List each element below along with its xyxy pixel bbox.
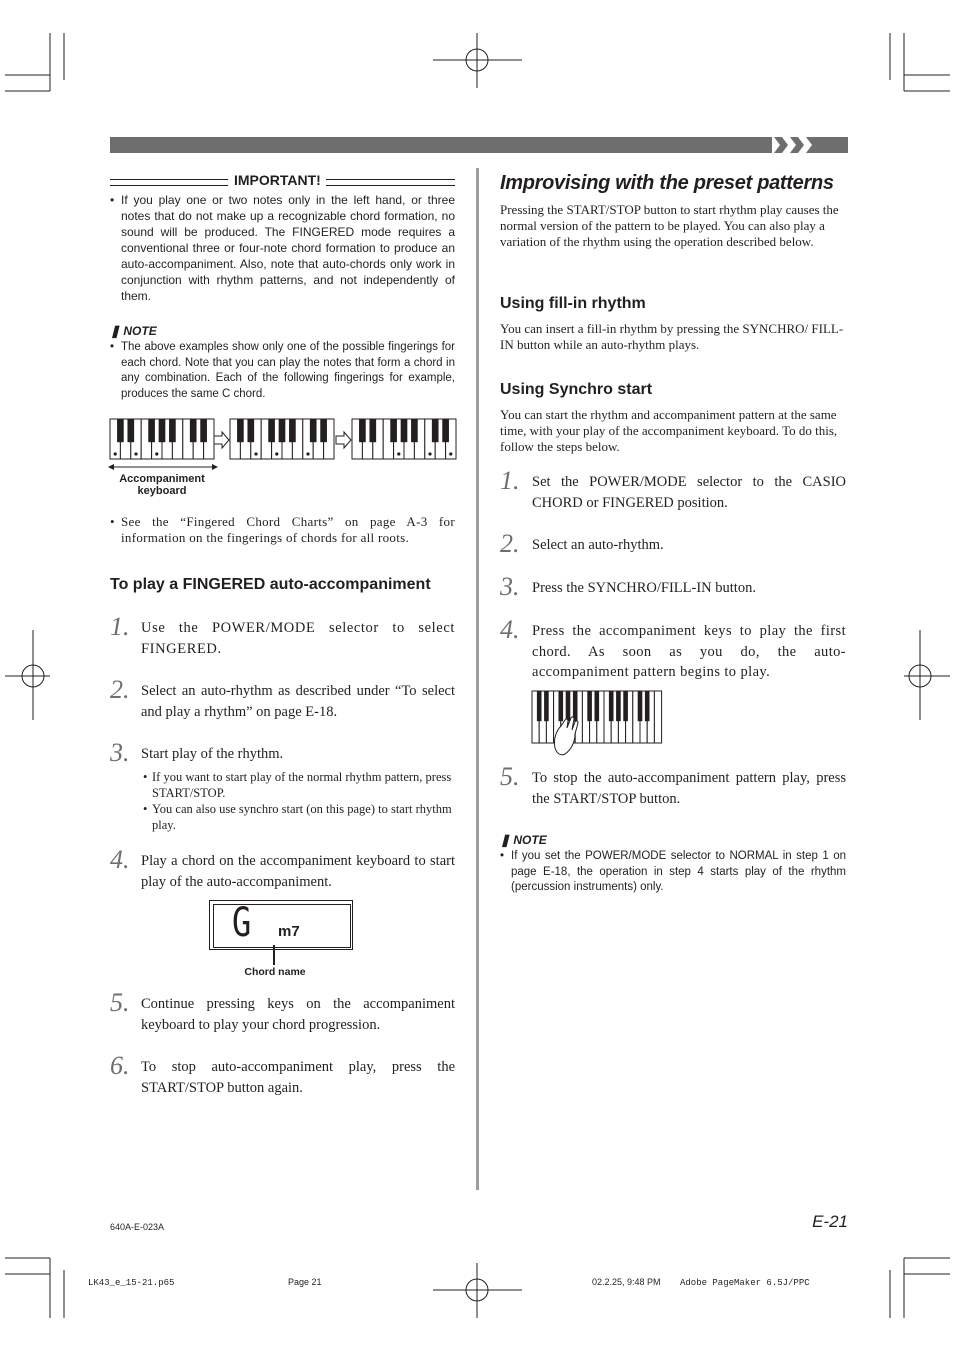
lcd-chord-type: m7 [278, 923, 300, 940]
black-key [289, 419, 296, 442]
synchro-text: You can start the rhythm and accompaniment pattern at the same time, with your play of the accompaniment keyboard. To do this, follow the steps below. [500, 407, 838, 454]
finger-dot [306, 452, 309, 455]
keyboard-fingering-1 [110, 419, 214, 459]
fill-in-heading: Using fill-in rhythm [500, 295, 646, 312]
black-key [268, 419, 275, 442]
left-step-4-text: Play a chord on the accompaniment keyboard to start play of the auto-accompaniment. [141, 853, 455, 890]
note-label: NOTE [123, 324, 157, 338]
right-step-4-text: Press the accompaniment keys to play the first chord. As soon as you do, the auto-accompaniment pattern begins to play. [532, 623, 846, 680]
black-key [645, 691, 650, 721]
keyboard-fingering-2 [230, 419, 334, 459]
black-key [117, 419, 124, 442]
footer-file: LK43_e_15-21.p65 [88, 1278, 175, 1288]
left-step-3-num: 3. [110, 738, 130, 767]
note-header [110, 322, 157, 338]
finger-dot [254, 452, 257, 455]
left-step-2-text: Select an auto-rhythm as described under “To select and play a rhythm” on page E-18. [141, 683, 455, 720]
right-note-text: If you set the POWER/MODE selector to NORMAL in step 1 on page E-18, the operation in step 4 starts play of the rhythm (percussion instruments) only. [511, 850, 846, 893]
black-key [638, 691, 643, 721]
right-step-2-text: Select an auto-rhythm. [532, 537, 664, 553]
footer-timestamp: 02.2.25, 9:48 PM [592, 1277, 661, 1287]
right-note-bullet: • If you set the POWER/MODE selector to NORMAL in step 1 on page E-18, the operation in step 4 starts play of the rhythm (percussion instruments) only. [500, 849, 846, 897]
fingered-heading: To play a FINGERED auto-accompaniment [110, 576, 431, 593]
synchro-heading: Using Synchro start [500, 381, 653, 398]
left-step-2-num: 2. [110, 675, 130, 704]
left-step-1-num: 1. [110, 612, 130, 641]
finger-dot [134, 452, 137, 455]
finger-dot [155, 452, 158, 455]
chord-name-leader [273, 945, 275, 965]
black-key [310, 419, 317, 442]
left-step-3-text: Start play of the rhythm. [141, 746, 284, 762]
black-key [623, 691, 628, 721]
black-key [190, 419, 197, 442]
black-key [558, 691, 563, 721]
important-header [110, 172, 455, 190]
right-title: Improvising with the preset patterns [500, 172, 834, 194]
black-key [544, 691, 549, 721]
right-step-5-num: 5. [500, 762, 520, 791]
black-key [587, 691, 592, 721]
black-key [247, 419, 254, 442]
lcd-chord-root: G [232, 900, 252, 946]
right-step-1-num: 1. [500, 466, 520, 495]
finger-dot [397, 452, 400, 455]
keyboard-caption-2: keyboard [137, 485, 187, 497]
right-intro: Pressing the START/STOP button to start rhythm play causes the normal version of the pattern to be played. You can also play a variation of the rhythm using the operation described below. [500, 202, 839, 249]
footer-app: Adobe PageMaker 6.5J/PPC [680, 1278, 810, 1288]
left-step-6-num: 6. [110, 1051, 130, 1080]
right-step-3-text: Press the SYNCHRO/FILL-IN button. [532, 580, 756, 596]
black-key [279, 419, 286, 442]
black-key [200, 419, 207, 442]
note-text: The above examples show only one of the possible fingerings for each chord. Note that you can play the notes that form a chord in any combination. Each of the following fingerings for example, produces the same C chord. [121, 341, 455, 400]
chord-name-caption: Chord name [244, 966, 306, 978]
black-key [159, 419, 166, 442]
right-step-4-num: 4. [500, 615, 520, 644]
keyboard-caption-1: Accompaniment [119, 473, 205, 485]
right-note-label: NOTE [513, 833, 547, 847]
keyboard-fingering-3 [352, 419, 456, 459]
important-label: IMPORTANT! [234, 172, 321, 188]
black-key [609, 691, 614, 721]
left-step-1-text: Use the POWER/MODE selector to select FINGERED. [141, 620, 455, 657]
see-bullet: • See the “Fingered Chord Charts” on page A-3 for information on the fingerings of chords for all roots. [110, 514, 455, 545]
synchro-keyboard [532, 691, 662, 743]
left-step-4-num: 4. [110, 845, 130, 874]
black-key [169, 419, 176, 442]
synchro-keyboard-illustration [531, 690, 663, 768]
black-key [148, 419, 155, 442]
black-key [573, 691, 578, 721]
left-step-5-text: Continue pressing keys on the accompaniment keyboard to play your chord progression. [141, 996, 455, 1033]
black-key [411, 419, 418, 442]
keyboard-range-arrow [108, 460, 218, 474]
right-note-marker: ❚ [500, 833, 514, 847]
right-step-2-num: 2. [500, 529, 520, 558]
finger-dot [275, 452, 278, 455]
black-key [594, 691, 599, 721]
important-bullet: • If you play one or two notes only in the left hand, or three notes that do not make up a recognizable chord formation, no sound will be produced. The FINGERED mode requires a conventional three or four-note chord formation to produce an auto-accompaniment. Also, note that auto-chords only work in conjunction with rhythm patterns, and not independently of them. [110, 193, 455, 303]
lcd-display [209, 900, 353, 950]
left-step-5-num: 5. [110, 988, 130, 1017]
note-bullet: • The above examples show only one of the possible fingerings for each chord. Note that you can play the notes that form a chord in any combination. Each of the following fingerings for example, produces the same C chord. [110, 340, 455, 404]
black-key [390, 419, 397, 442]
black-key [537, 691, 542, 721]
arrow-right-icon [214, 432, 229, 448]
header-bar [110, 137, 848, 153]
black-key [432, 419, 439, 442]
finger-dot [449, 452, 452, 455]
white-key [654, 691, 661, 743]
finger-dot [114, 452, 117, 455]
left-step-6-text: To stop auto-accompaniment play, press the START/STOP button again. [141, 1059, 455, 1096]
see-text: See the “Fingered Chord Charts” on page A-3 for information on the fingerings of chords for all roots. [121, 514, 455, 545]
page-number: E-21 [812, 1212, 848, 1231]
right-step-1-text: Set the POWER/MODE selector to the CASIO CHORD or FINGERED position. [532, 474, 846, 511]
footer-page: Page 21 [288, 1277, 322, 1287]
doc-code: 640A-E-023A [110, 1222, 165, 1232]
black-key [369, 419, 376, 442]
column-divider [476, 168, 479, 1190]
black-key [237, 419, 244, 442]
black-key [401, 419, 408, 442]
step3-bullet-1-text: If you want to start play of the normal rhythm pattern, press START/STOP. [152, 770, 452, 800]
black-key [616, 691, 621, 721]
right-note-header [500, 831, 547, 847]
right-step-5-text: To stop the auto-accompaniment pattern play, press the START/STOP button. [532, 770, 846, 807]
black-key [442, 419, 449, 442]
note-marker: ❚ [110, 324, 124, 338]
fill-in-text: You can insert a fill-in rhythm by pressing the SYNCHRO/ FILL-IN button while an auto-rhythm plays. [500, 321, 844, 352]
finger-dot [428, 452, 431, 455]
black-key [566, 691, 571, 721]
arrow-right-icon [336, 432, 351, 448]
important-text: If you play one or two notes only in the left hand, or three notes that do not make up a recognizable chord formation, no sound will be produced. The FINGERED mode requires a conventional three or four-note chord formation to produce an auto-accompaniment. Also, note that auto-chords only work in conjunction with rhythm patterns, and not independently of them. [121, 193, 455, 303]
step3-bullet-2-text: You can also use synchro start (on this page) to start rhythm play. [152, 802, 452, 832]
black-key [320, 419, 327, 442]
right-step-3-num: 3. [500, 572, 520, 601]
black-key [359, 419, 366, 442]
black-key [127, 419, 134, 442]
